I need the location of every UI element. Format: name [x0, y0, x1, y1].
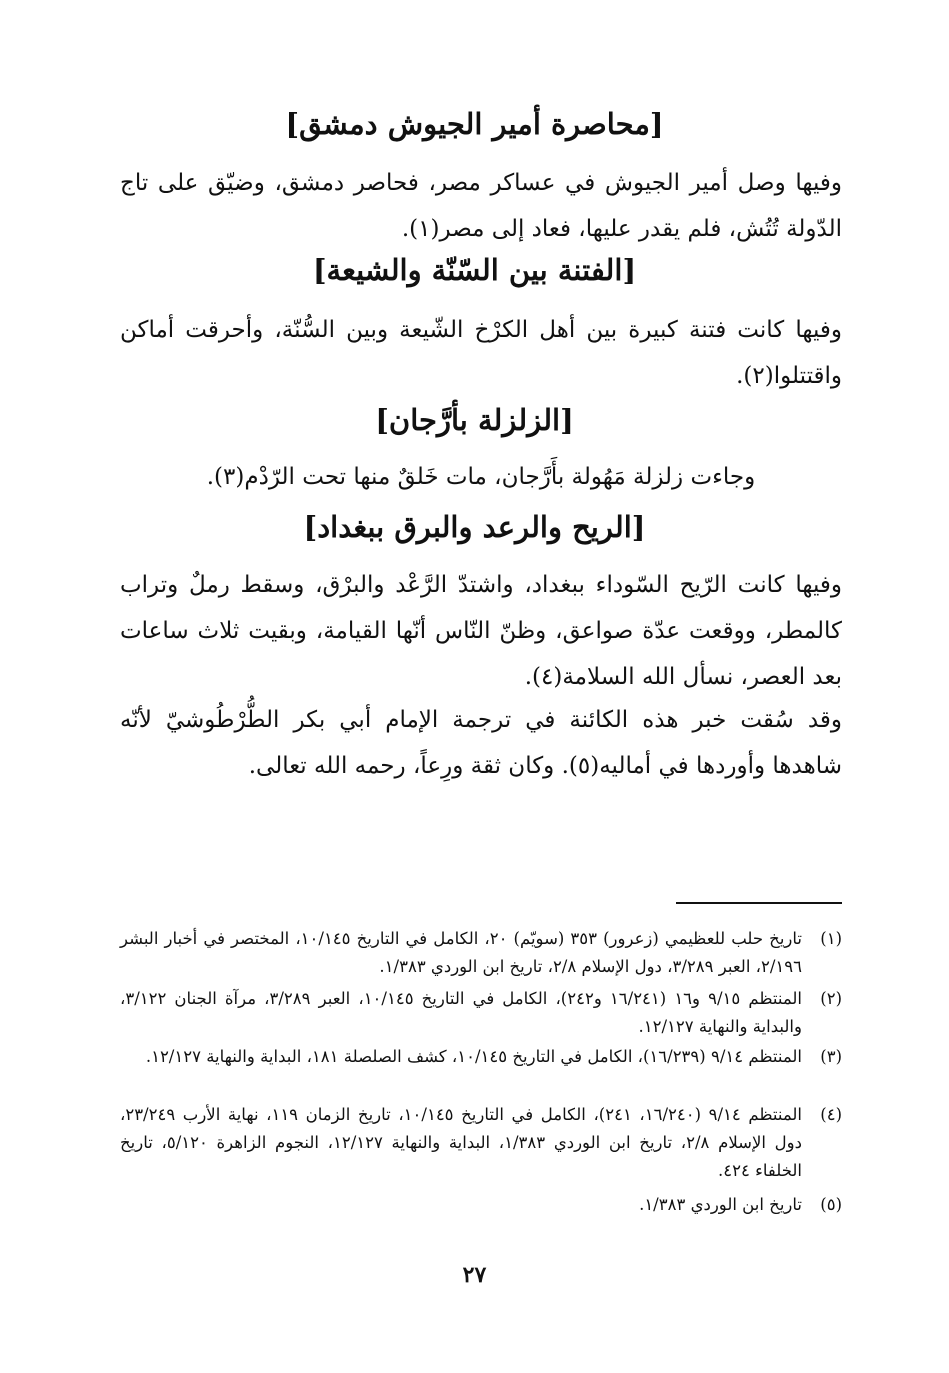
footnote-1 — [120, 925, 842, 981]
footnote-divider — [676, 902, 842, 904]
footnote-text: المنتظم ٩/١٥ و١٦ (١٦/٢٤١ و٢٤٢)، الكامل في التاريخ ١٠/١٤٥، العبر ٣/٢٨٩، مرآة الجنان ٣/١٢٢، والبداية والنهاية ١٢/١٢٧. — [120, 989, 802, 1036]
footnote-text: المنتظم ٩/١٤ (١٦/٢٣٩)، الكامل في التاريخ ١٠/١٤٥، كشف الصلصلة ١٨١، البداية والنهاية ١٢/١٢٧. — [145, 1047, 802, 1066]
paragraph-wind-thunder: وفيها كانت الرّيح السّوداء ببغداد، واشتدّ الرَّعْد والبرْق، وسقط رملٌ وتراب كالمطر، ووقعت عدّة صواعق، وظنّ النّاس أنّها القيامة، وبقيت ثلاث ساعات بعد العصر، نسأل الله السلامة(٤). — [120, 572, 842, 690]
footnote-5 — [120, 1191, 842, 1219]
heading-siege-damascus: [محاصرة أمير الجيوش دمشق] — [285, 107, 664, 141]
footnote-number: (٣) — [820, 1047, 842, 1066]
footnote-number: (٤) — [820, 1105, 842, 1124]
heading-fitna: [الفتنة بين السّنّة والشيعة] — [312, 253, 637, 287]
paragraph-earthquake: وجاءت زلزلة مَهُولة بأَرَّجان، مات خَلقٌ منها تحت الرّدْم(٣). — [206, 464, 756, 490]
heading-earthquake: [الزلزلة بأرَّجان] — [375, 403, 574, 437]
footnote-number: (٢) — [820, 989, 842, 1008]
paragraph-siege-damascus: وفيها وصل أمير الجيوش في عساكر مصر، فحاصر دمشق، وضيّق على تاج الدّولة تُتُش، فلم يقدر عليها، فعاد إلى مصر(١). — [120, 170, 842, 242]
footnote-text: تاريخ ابن الوردي ١/٣٨٣. — [639, 1195, 802, 1214]
heading-wind-thunder: [الريح والرعد والبرق ببغداد] — [303, 510, 646, 544]
footnote-number: (١) — [820, 929, 842, 948]
paragraph-fitna: وفيها كانت فتنة كبيرة بين أهل الكرْخ الشّيعة وبين السُّنّة، وأحرقت أماكن واقتتلوا(٢). — [120, 317, 842, 389]
footnote-4 — [120, 1101, 842, 1185]
footnote-number: (٥) — [820, 1195, 842, 1214]
page-number: ٢٧ — [462, 1262, 487, 1288]
paragraph-tartushi: وقد سُقت خبر هذه الكائنة في ترجمة الإمام أبي بكر الطُّرْطُوشيّ لأنّه شاهدها وأوردها في أماليه(٥). وكان ثقة ورِعاً، رحمه الله تعالى. — [120, 707, 842, 779]
footnote-text: المنتظم ٩/١٤ (١٦/٢٤٠، ٢٤١)، الكامل في التاريخ ١٠/١٤٥، تاريخ الزمان ١١٩، نهاية الأرب ٢٣/٢٤٩، دول الإسلام ٢/٨، تاريخ ابن الوردي ١/٣٨٣، البداية والنهاية ١٢/١٢٧، النجوم الزاهرة ٥/١٢٠، تاريخ الخلفاء ٤٢٤. — [120, 1105, 803, 1180]
footnote-3 — [120, 1043, 842, 1071]
footnote-2 — [120, 985, 842, 1041]
footnote-text: تاريخ حلب للعظيمي (زعرور) ٣٥٣ (سويّم) ٢٠، الكامل في التاريخ ١٠/١٤٥، المختصر في أخبار البشر ٢/١٩٦، العبر ٣/٢٨٩، دول الإسلام ٢/٨، تاريخ ابن الوردي ١/٣٨٣. — [120, 929, 803, 976]
